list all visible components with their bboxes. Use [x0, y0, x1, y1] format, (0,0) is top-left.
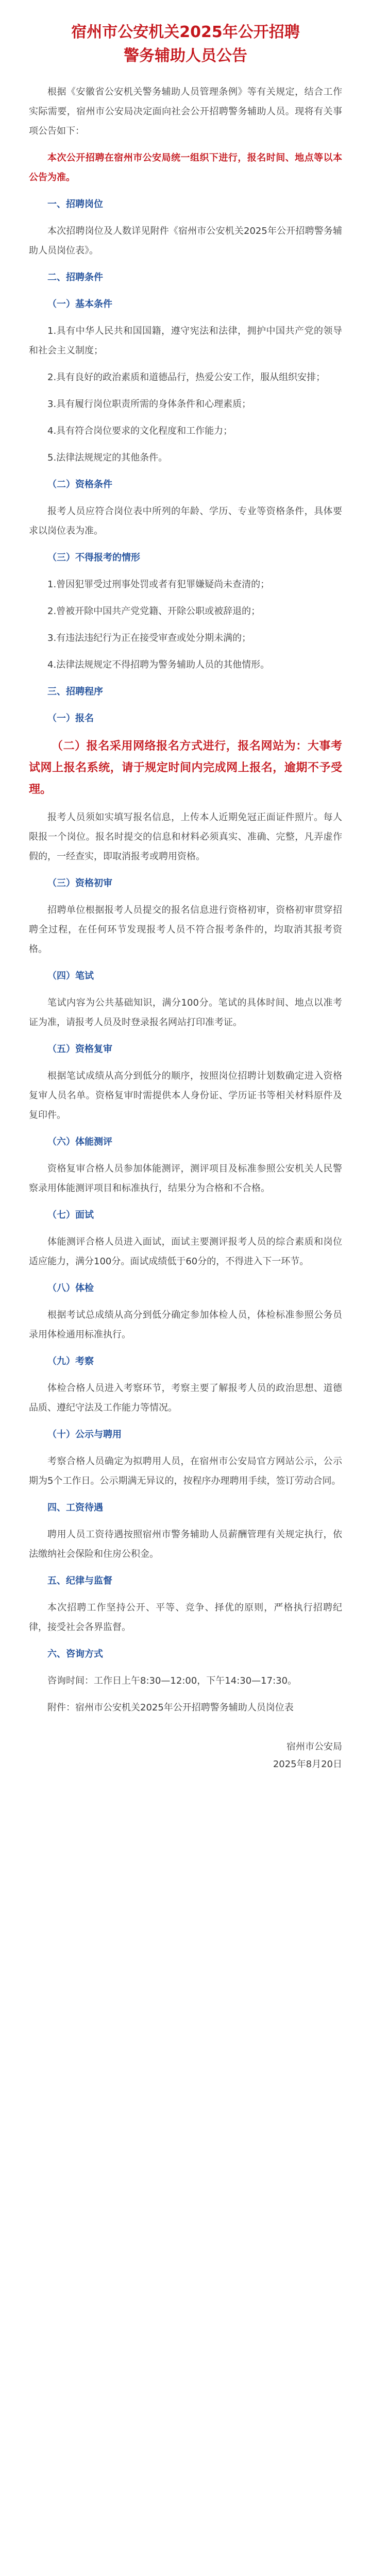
body-paragraph: 3.具有履行岗位职责所需的身体条件和心理素质； [47, 399, 251, 410]
section-heading: （二）资格条件 [47, 479, 112, 490]
body-paragraph: 4.法律法规规定不得招聘为警务辅助人员的其他情形。 [47, 659, 270, 670]
body-paragraph: 体能测评合格人员进入面试，面试主要测评报考人员的综合素质和岗位适应能力，满分100分。面试成绩低于60分的，不得进入下一环节。 [29, 1236, 342, 1267]
section-heading: （十）公示与聘用 [47, 1429, 122, 1440]
body-paragraph: 本次招聘工作坚持公开、平等、竞争、择优的原则，严格执行招聘纪律，接受社会各界监督。 [29, 1602, 342, 1633]
body-paragraph: 聘用人员工资待遇按照宿州市警务辅助人员薪酬管理有关规定执行，依法缴纳社会保险和住房公积金。 [29, 1529, 342, 1560]
section-heading: （三）资格初审 [47, 878, 112, 889]
body-paragraph: 体检合格人员进入考察环节，考察主要了解报考人员的政治思想、道德品质、遵纪守法及工作能力等情况。 [29, 1383, 342, 1413]
section-heading: （九）考察 [47, 1356, 94, 1367]
body-paragraph: 附件：宿州市公安机关2025年公开招聘警务辅助人员岗位表 [47, 1702, 294, 1713]
section-heading: （六）体能测评 [47, 1137, 112, 1147]
section-heading: 一、招聘岗位 [47, 199, 103, 210]
body-paragraph: 报考人员须如实填写报名信息，上传本人近期免冠正面证件照片。每人限报一个岗位。报名时提交的信息和材料必须真实、准确、完整，凡弄虚作假的，一经查实，即取消报考或聘用资格。 [29, 812, 342, 862]
section-heading: （一）报名 [47, 713, 94, 724]
body-paragraph: 报考人员应符合岗位表中所列的年龄、学历、专业等资格条件，具体要求以岗位表为准。 [29, 506, 342, 536]
section-heading: （五）资格复审 [47, 1044, 112, 1055]
section-heading: （一）基本条件 [47, 299, 112, 310]
signature-org: 宿州市公安局 [286, 1741, 342, 1752]
body-paragraph: 5.法律法规规定的其他条件。 [47, 452, 168, 463]
section-heading: 六、咨询方式 [47, 1649, 103, 1659]
body-paragraph: 根据考试总成绩从高分到低分确定参加体检人员，体检标准参照公务员录用体检通用标准执行。 [29, 1310, 342, 1340]
body-paragraph: 考察合格人员确定为拟聘用人员，在宿州市公安局官方网站公示，公示期为5个工作日。公示期满无异议的，按程序办理聘用手续，签订劳动合同。 [29, 1456, 342, 1486]
body-paragraph: 1.具有中华人民共和国国籍，遵守宪法和法律，拥护中国共产党的领导和社会主义制度； [29, 326, 342, 356]
body-paragraph: 笔试内容为公共基础知识，满分100分。笔试的具体时间、地点以准考证为准，请报考人员及时登录报名网站打印准考证。 [29, 997, 342, 1028]
body-paragraph: （二）报名采用网络报名方式进行，报名网站为：大事考试网上报名系统，请于规定时间内完成网上报名，逾期不予受理。 [29, 740, 342, 796]
body-paragraph: 4.具有符合岗位要求的文化程度和工作能力； [47, 426, 233, 436]
body-paragraph: 2.具有良好的政治素质和道德品行，热爱公安工作，服从组织安排； [47, 372, 326, 383]
section-heading: （四）笔试 [47, 971, 94, 981]
signature-date: 2025年8月20日 [273, 1759, 342, 1770]
body-paragraph: 本次公开招聘在宿州市公安局统一组织下进行，报名时间、地点等以本公告为准。 [29, 152, 342, 183]
body-paragraph: 本次招聘岗位及人数详见附件《宿州市公安机关2025年公开招聘警务辅助人员岗位表》。 [29, 226, 342, 256]
section-heading: 三、招聘程序 [47, 686, 103, 697]
section-heading: 四、工资待遇 [47, 1502, 103, 1513]
body-paragraph: 根据《安徽省公安机关警务辅助人员管理条例》等有关规定，结合工作实际需要，宿州市公安局决定面向社会公开招聘警务辅助人员。现将有关事项公告如下： [29, 87, 342, 137]
announcement-body [29, 82, 342, 1773]
page-title-line-2: 警务辅助人员公告 [124, 47, 247, 65]
section-heading: （八）体检 [47, 1283, 94, 1294]
body-paragraph: 根据笔试成绩从高分到低分的顺序，按照岗位招聘计划数确定进入资格复审人员名单。资格复审时需提供本人身份证、学历证书等相关材料原件及复印件。 [29, 1071, 342, 1121]
section-heading: （七）面试 [47, 1210, 94, 1221]
body-paragraph: 资格复审合格人员参加体能测评，测评项目及标准参照公安机关人民警察录用体能测评项目和标准执行，结果分为合格和不合格。 [29, 1163, 342, 1194]
body-paragraph: 2.曾被开除中国共产党党籍、开除公职或被辞退的； [47, 606, 261, 617]
section-heading: 二、招聘条件 [47, 272, 103, 283]
body-paragraph: 1.曾因犯罪受过刑事处罚或者有犯罪嫌疑尚未查清的； [47, 579, 270, 590]
body-paragraph: 招聘单位根据报考人员提交的报名信息进行资格初审，资格初审贯穿招聘全过程，在任何环节发现报考人员不符合报考条件的，均取消其报考资格。 [29, 905, 342, 955]
body-paragraph: 3.有违法违纪行为正在接受审查或处分期未满的； [47, 633, 251, 643]
body-paragraph: 咨询时间：工作日上午8:30—12:00，下午14:30—17:30。 [47, 1675, 297, 1686]
page-title-line-1: 宿州市公安机关2025年公开招聘 [71, 23, 300, 41]
section-heading: 五、纪律与监督 [47, 1575, 112, 1586]
title-block [0, 0, 371, 68]
section-heading: （三）不得报考的情形 [47, 552, 140, 563]
